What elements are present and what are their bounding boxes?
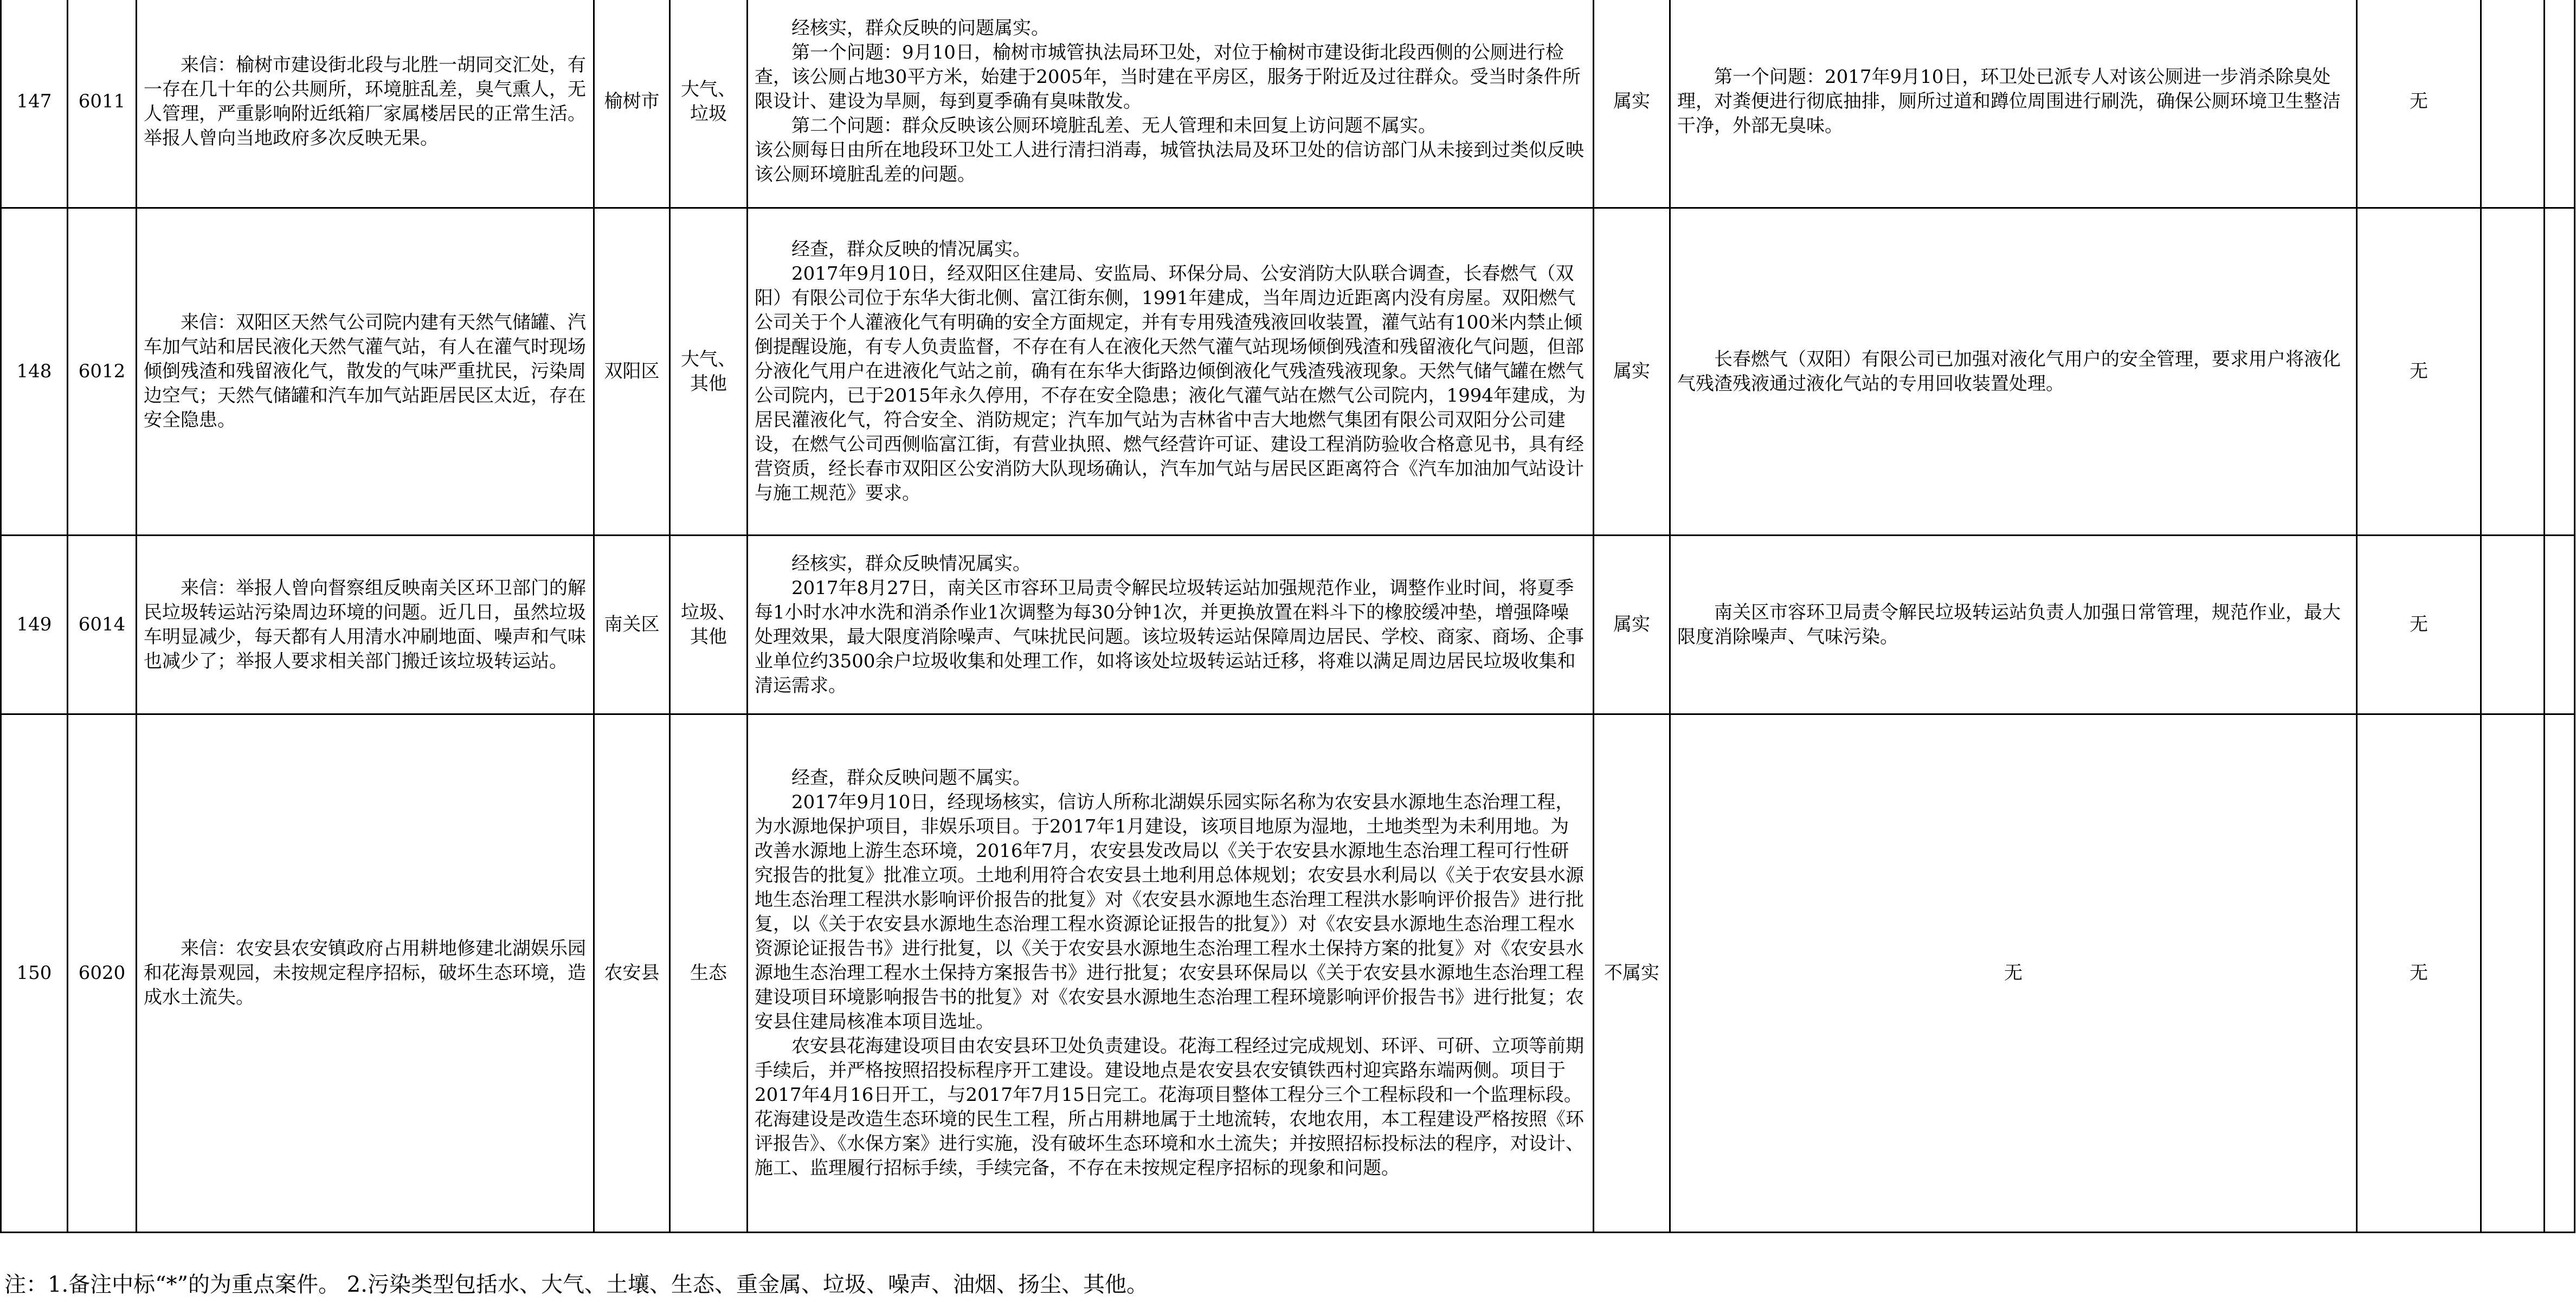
complaint-letter — [137, 208, 594, 536]
row-number: 150 — [1, 714, 68, 1233]
case-id: 6014 — [68, 536, 137, 714]
pollution-type: 生态 — [670, 714, 748, 1233]
pollution-type: 垃圾、其他 — [670, 536, 748, 714]
result-paragraph: 第二个问题：群众反映该公厕环境脏乱差、无人管理和未回复上访问题不属实。 — [791, 115, 1437, 137]
administrative-area: 南关区 — [594, 536, 670, 714]
verdict: 属实 — [1594, 536, 1670, 714]
handling-text: 南关区市容环卫局责令解民垃圾转运站负责人加强日常管理，规范作业，最大限度消除噪声、气味污染。 — [1677, 601, 2341, 648]
remark: 无 — [2357, 208, 2481, 536]
empty-cell — [2481, 536, 2545, 714]
empty-cell — [2545, 714, 2575, 1233]
table-row — [1, 536, 2575, 714]
handling-measures — [1670, 0, 2357, 208]
result-paragraph: 2017年8月27日，南关区市容环卫局责令解民垃圾转运站加强规范作业，调整作业时间，将夏季每1小时水冲水洗和消杀作业1次调整为每30分钟1次，并更换放置在料斗下的橡胶缓冲垫，增强降噪处理效果，最大限度消除噪声、气味扰民问题。该垃圾转运站保障周边居民、学校、商家、商场、企事业单位约3500余户垃圾收集和处理工作，如将该处垃圾转运站迁移，将难以满足周边居民垃圾收集和清运需求。 — [755, 577, 1584, 697]
pollution-type: 大气、垃圾 — [670, 0, 748, 208]
case-id: 6020 — [68, 714, 137, 1233]
result-paragraph: 农安县花海建设项目由农安县环卫处负责建设。花海工程经过完成规划、环评、可研、立项等前期手续后，并严格按照招投标程序开工建设。建设地点是农安县农安镇铁西村迎宾路东端两侧。项目于2017年4月16日开工，与2017年7月15日完工。花海项目整体工程分三个工程标段和一个监理标段。花海建设是改造生态环境的民生工程，所占用耕地属于土地流转，农地农用，本工程建设严格按照《环评报告》、《水保方案》进行实施，没有破坏生态环境和水土流失；并按照招标投标法的程序，对设计、施工、监理履行招标手续，手续完备，不存在未按规定程序招标的现象和问题。 — [755, 1035, 1584, 1179]
complaint-text: 来信：举报人曾向督察组反映南关区环卫部门的解民垃圾转运站污染周边环境的问题。近几日，虽然垃圾车明显减少，每天都有人用清水冲刷地面、噪声和气味也减少了；举报人要求相关部门搬迁该垃圾转运站。 — [144, 577, 586, 672]
empty-cell — [2481, 714, 2545, 1233]
result-paragraph: 该公厕每日由所在地段环卫处工人进行清扫消毒，城管执法局及环卫处的信访部门从未接到过类似反映该公厕环境脏乱差的问题。 — [755, 139, 1584, 185]
administrative-area: 双阳区 — [594, 208, 670, 536]
row-number: 149 — [1, 536, 68, 714]
investigation-result — [748, 714, 1594, 1233]
result-paragraph: 经查，群众反映问题不属实。 — [791, 767, 1031, 789]
complaint-text: 来信：农安县农安镇政府占用耕地修建北湖娱乐园和花海景观园，未按规定程序招标，破坏生态环境，造成水土流失。 — [144, 938, 586, 1008]
result-paragraph: 第一个问题：9月10日，榆树市城管执法局环卫处，对位于榆树市建设街北段西侧的公厕进行检查，该公厕占地30平方米，始建于2005年，当时建在平房区，服务于附近及过往群众。受当时条件所限设计、建设为旱厕，每到夏季确有臭味散发。 — [755, 42, 1581, 112]
handling-measures — [1670, 208, 2357, 536]
complaint-text: 来信：双阳区天然气公司院内建有天然气储罐、汽车加气站和居民液化天然气灌气站，有人在灌气时现场倾倒残渣和残留液化气，散发的气味严重扰民，污染周边空气；天然气储罐和汽车加气站距居民区太近，存在安全隐患。 — [144, 312, 586, 431]
table-row — [1, 0, 2575, 208]
remark: 无 — [2357, 0, 2481, 208]
empty-cell — [2481, 0, 2545, 208]
table-footnote: 注：1.备注中标“*”的为重点案件。 2.污染类型包括水、大气、土壤、生态、重金属、垃圾、噪声、油烟、扬尘、其他。 — [4, 1272, 1148, 1297]
result-paragraph: 经核实，群众反映情况属实。 — [791, 552, 1031, 575]
verdict: 不属实 — [1594, 714, 1670, 1233]
verdict: 属实 — [1594, 0, 1670, 208]
verdict: 属实 — [1594, 208, 1670, 536]
case-id: 6011 — [68, 0, 137, 208]
investigation-result — [748, 536, 1594, 714]
result-paragraph: 经查，群众反映的情况属实。 — [791, 239, 1031, 260]
pollution-type: 大气、其他 — [670, 208, 748, 536]
row-number: 148 — [1, 208, 68, 536]
empty-cell — [2481, 208, 2545, 536]
complaint-letter — [137, 714, 594, 1233]
handling-text: 长春燃气（双阳）有限公司已加强对液化气用户的安全管理，要求用户将液化气残渣残液通过液化气站的专用回收装置处理。 — [1677, 348, 2341, 395]
empty-cell — [2545, 208, 2575, 536]
complaint-letter — [137, 536, 594, 714]
handling-measures — [1670, 714, 2357, 1233]
table-row — [1, 714, 2575, 1233]
empty-cell — [2545, 0, 2575, 208]
result-paragraph: 经核实，群众反映的问题属实。 — [791, 17, 1049, 39]
handling-text: 第一个问题：2017年9月10日，环卫处已派专人对该公厕进一步消杀除臭处理，对粪便进行彻底抽排，厕所过道和蹲位周围进行刷洗，确保公厕环境卫生整洁干净，外部无臭味。 — [1677, 66, 2341, 137]
result-paragraph: 2017年9月10日，经双阳区住建局、安监局、环保分局、公安消防大队联合调查，长春燃气（双阳）有限公司位于东华大街北侧、富江街东侧，1991年建成，当年周边近距离内没有房屋。双阳燃气公司关于个人灌液化气有明确的安全方面规定，并有专用残渣残液回收装置，灌气站有100米内禁止倾倒提醒设施，有专人负责监督，不存在有人在液化天然气灌气站现场倾倒残渣和残留液化气问题，但部分液化气用户在进液化气站之前，确有在东华大街路边倾倒液化气残渣残液现象。天然气储气罐在燃气公司院内，已于2015年永久停用，不存在安全隐患；液化气灌气站在燃气公司院内，1994年建成，为居民灌液化气，符合安全、消防规定；汽车加气站为吉林省中吉大地燃气集团有限公司双阳分公司建设，在燃气公司西侧临富江街，有营业执照、燃气经营许可证、建设工程消防验收合格意见书，具有经营资质，经长春市双阳区公安消防大队现场确认，汽车加气站与居民区距离符合《汽车加油加气站设计与施工规范》要求。 — [755, 263, 1586, 504]
case-id: 6012 — [68, 208, 137, 536]
administrative-area: 榆树市 — [594, 0, 670, 208]
result-paragraph: 2017年9月10日，经现场核实，信访人所称北湖娱乐园实际名称为农安县水源地生态治理工程，为水源地保护项目，非娱乐项目。于2017年1月建设，该项目地原为湿地，土地类型为未利用地。为改善水源地上游生态环境，2016年7月，农安县发改局以《关于农安县水源地生态治理工程可行性研究报告的批复》批准立项。土地利用符合农安县土地利用总体规划；农安县水利局以《关于农安县水源地生态治理工程洪水影响评价报告的批复》对《农安县水源地生态治理工程洪水影响评价报告》进行批复，以《关于农安县水源地生态治理工程水资源论证报告的批复》）对《农安县水源地生态治理工程水资源论证报告书》进行批复，以《关于农安县水源地生态治理工程水土保持方案的批复》对《农安县水源地生态治理工程水土保持方案报告书》进行批复；农安县环保局以《关于农安县水源地生态治理工程建设项目环境影响报告书的批复》对《农安县水源地生态治理工程环境影响评价报告书》进行批复；农安县住建局核准本项目选址。 — [755, 791, 1584, 1033]
handling-measures — [1670, 536, 2357, 714]
investigation-result — [748, 208, 1594, 536]
row-number: 147 — [1, 0, 68, 208]
empty-cell — [2545, 536, 2575, 714]
investigation-result — [748, 0, 1594, 208]
remark: 无 — [2357, 536, 2481, 714]
remark: 无 — [2357, 714, 2481, 1233]
table-row — [1, 208, 2575, 536]
complaint-letter — [137, 0, 594, 208]
handling-text: 无 — [2004, 962, 2023, 984]
complaint-text: 来信：榆树市建设街北段与北胜一胡同交汇处，有一存在几十年的公共厕所，环境脏乱差，臭气熏人，无人管理，严重影响附近纸箱厂家属楼居民的正常生活。举报人曾向当地政府多次反映无果。 — [144, 54, 586, 149]
administrative-area: 农安县 — [594, 714, 670, 1233]
